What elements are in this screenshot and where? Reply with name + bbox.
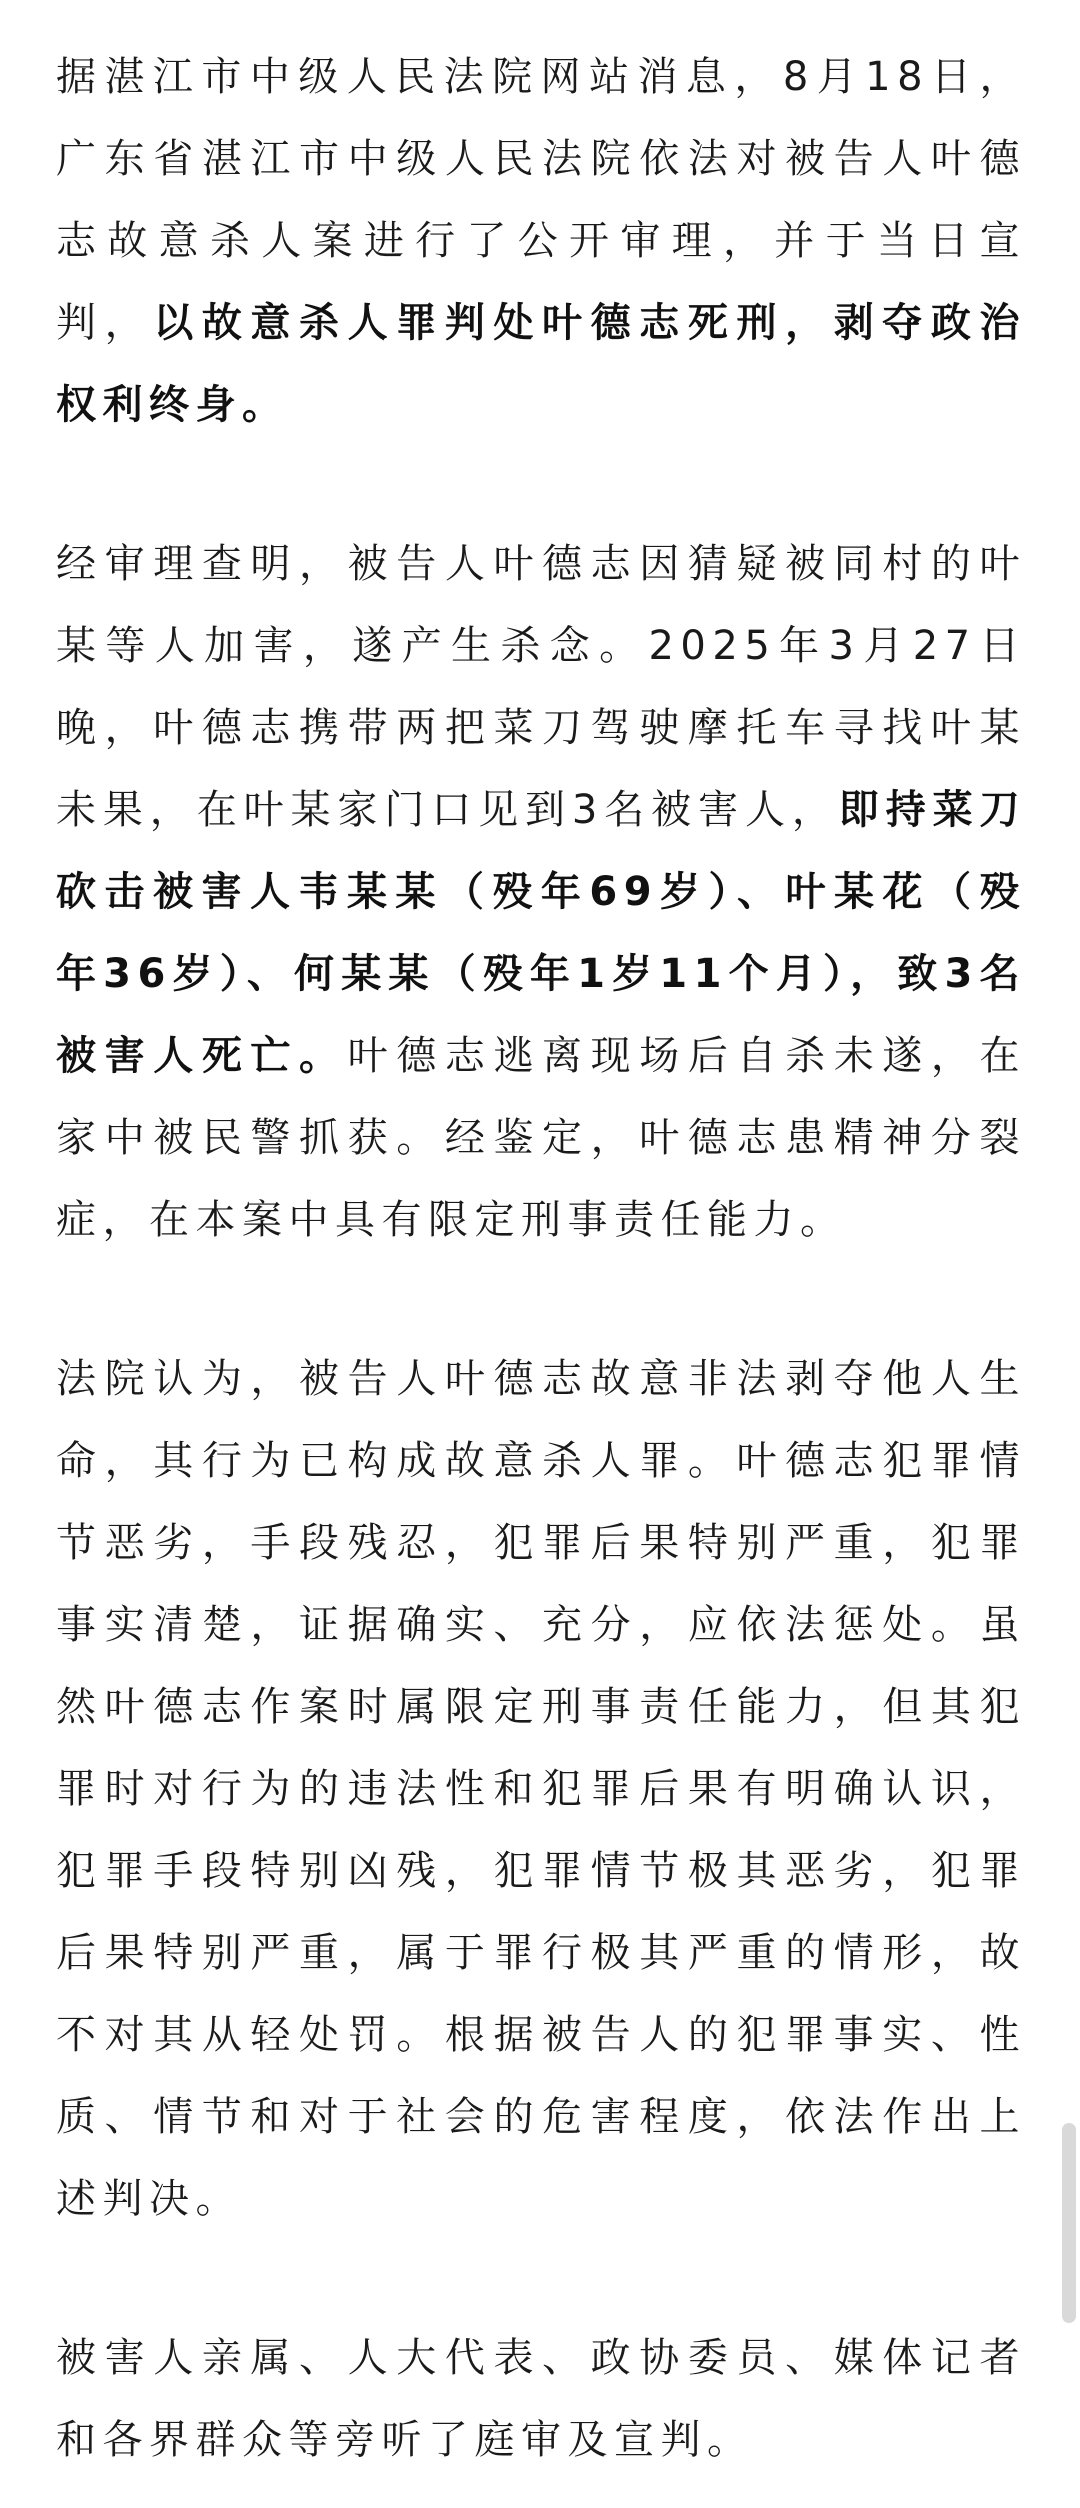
paragraph-attendance (56, 2317, 1026, 2481)
paragraph-text: 被害人亲属、人大代表、政协委员、媒体记者和各界群众等旁听了庭审及宣判。 (56, 2335, 1026, 2463)
paragraph-verdict (56, 36, 1026, 446)
scrollbar-thumb[interactable] (1062, 2123, 1076, 2323)
paragraph-text: 据湛江市中级人民法院网站消息，8月18日，广东省湛江市中级人民法院依法对被告人叶德志故意杀人案进行了公开审理，并于当日宣判， (56, 54, 1026, 346)
paragraph-court-opinion (56, 1338, 1026, 2240)
paragraph-text: 经审理查明，被告人叶德志因猜疑被同村的叶某等人加害，遂产生杀念。2025年3月27日晚，叶德志携带两把菜刀驾驶摩托车寻找叶某未果，在叶某家门口见到3名被害人， (56, 541, 1026, 833)
paragraph-text: 法院认为，被告人叶德志故意非法剥夺他人生命，其行为已构成故意杀人罪。叶德志犯罪情节恶劣，手段残忍，犯罪后果特别严重，犯罪事实清楚，证据确实、充分，应依法惩处。虽然叶德志作案时属限定刑事责任能力，但其犯罪时对行为的违法性和犯罪后果有明确认识，犯罪手段特别凶残，犯罪情节极其恶劣，犯罪后果特别严重，属于罪行极其严重的情形，故不对其从轻处罚。根据被告人的犯罪事实、性质、情节和对于社会的危害程度，依法作出上述判决。 (56, 1356, 1026, 2222)
scrollbar[interactable] (1062, 0, 1076, 2508)
bold-highlight: 以故意杀人罪判处叶德志死刑，剥夺政治权利终身。 (56, 300, 1027, 428)
paragraph-text: 叶德志逃离现场后自杀未遂，在家中被民警抓获。经鉴定，叶德志患精神分裂症，在本案中具有限定刑事责任能力。 (56, 1033, 1027, 1243)
bold-highlight: 即持菜刀砍击被害人韦某某（殁年69岁）、叶某花（殁年36岁）、何某某（殁年1岁11个月），致3名被害人死亡。 (56, 787, 1027, 1079)
paragraph-facts (56, 523, 1026, 1261)
article-body (56, 36, 1026, 2481)
